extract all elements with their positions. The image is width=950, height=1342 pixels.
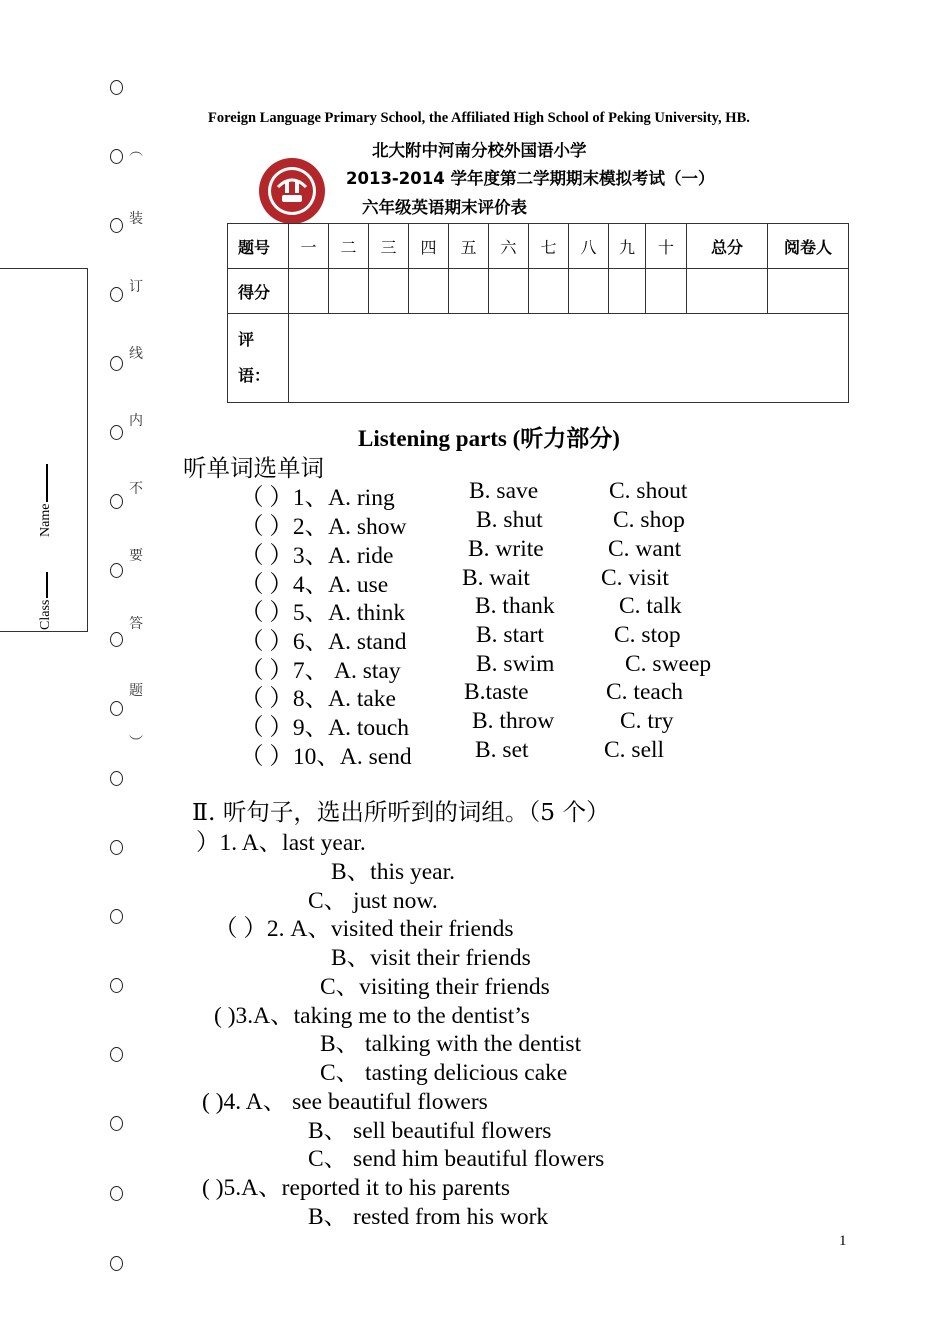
option-line: C、visiting their friends xyxy=(320,974,550,1000)
total-score-cell[interactable] xyxy=(687,269,768,314)
option-line: B、 talking with the dentist xyxy=(320,1031,582,1057)
question-item: （ ）2、A. show xyxy=(240,514,407,540)
binding-circle xyxy=(110,978,123,993)
binding-char: 订 xyxy=(129,279,143,295)
name-blank[interactable] xyxy=(44,464,48,502)
column-header: 五 xyxy=(449,224,489,269)
column-header: 十 xyxy=(646,224,687,269)
grader-cell[interactable] xyxy=(768,269,849,314)
school-name-cn: 北大附中河南分校外国语小学 xyxy=(372,141,587,160)
binding-circle xyxy=(110,287,123,302)
binding-char: 装 xyxy=(129,211,143,227)
part1-heading: 听单词选单词 xyxy=(183,454,324,482)
exam-title: 2013-2014 学年度第二学期期末模拟考试（一） xyxy=(346,169,715,188)
score-cell[interactable] xyxy=(369,269,409,314)
column-header: 九 xyxy=(609,224,646,269)
question-item: （ ）2. A、visited their friends xyxy=(214,916,514,942)
question-item: （ ）7、 A. stay xyxy=(240,658,401,684)
option-b: B. swim xyxy=(476,651,555,677)
binding-circle xyxy=(110,701,123,716)
question-item: （ ）6、A. stand xyxy=(240,629,407,655)
binding-circle xyxy=(110,563,123,578)
score-cell[interactable] xyxy=(646,269,687,314)
option-b: B. thank xyxy=(475,593,555,619)
binding-circle xyxy=(110,1256,123,1271)
score-cell[interactable] xyxy=(289,269,329,314)
score-table xyxy=(227,223,849,403)
score-cell[interactable] xyxy=(409,269,449,314)
option-c: C. shout xyxy=(609,478,688,504)
name-field: Name xyxy=(38,464,54,537)
binding-circle xyxy=(110,632,123,647)
option-b: B.taste xyxy=(464,679,529,705)
binding-circle xyxy=(110,425,123,440)
score-label: 得分 xyxy=(228,269,289,314)
option-c: C. talk xyxy=(619,593,682,619)
form-title: 六年级英语期末评价表 xyxy=(362,198,527,217)
comment-cell[interactable] xyxy=(289,314,849,403)
option-c: C. shop xyxy=(613,507,685,533)
part2-heading: Ⅱ. 听句子，选出所听到的词组。（5 个） xyxy=(192,798,610,826)
score-cell[interactable] xyxy=(609,269,646,314)
option-c: C. teach xyxy=(606,679,683,705)
binding-circle xyxy=(110,1047,123,1062)
option-line: C、 just now. xyxy=(308,888,438,914)
question-item: （ ）8、A. take xyxy=(240,686,396,712)
score-cell[interactable] xyxy=(329,269,369,314)
binding-char: ︵ xyxy=(129,143,143,159)
question-item: ）1. A、last year. xyxy=(196,830,366,856)
school-logo-icon xyxy=(252,157,334,225)
score-cell[interactable] xyxy=(529,269,569,314)
page-number: 1 xyxy=(839,1233,847,1249)
binding-circle xyxy=(110,149,123,164)
option-b: B. save xyxy=(469,478,539,504)
column-header: 四 xyxy=(409,224,449,269)
option-line: B、 sell beautiful flowers xyxy=(308,1118,552,1144)
class-blank[interactable] xyxy=(44,572,48,598)
question-item: （ ）4、A. use xyxy=(240,572,389,598)
option-b: B. throw xyxy=(472,708,555,734)
option-c: C. try xyxy=(620,708,674,734)
column-header: 二 xyxy=(329,224,369,269)
binding-char: 内 xyxy=(129,413,143,429)
option-c: C. want xyxy=(608,536,682,562)
binding-char: 线 xyxy=(129,346,143,362)
question-item: （ ）9、A. touch xyxy=(240,715,410,741)
option-b: B. wait xyxy=(462,565,530,591)
binding-circle xyxy=(110,218,123,233)
option-line: B、this year. xyxy=(331,859,456,885)
option-line: B、 rested from his work xyxy=(308,1204,549,1230)
option-b: B. start xyxy=(476,622,544,648)
option-line: B、visit their friends xyxy=(331,945,531,971)
total-score-header: 总分 xyxy=(687,224,768,269)
score-cell[interactable] xyxy=(569,269,609,314)
column-header: 六 xyxy=(489,224,529,269)
binding-circle xyxy=(110,909,123,924)
question-item: （ ）10、A. send xyxy=(240,744,412,770)
option-b: B. set xyxy=(475,737,529,763)
binding-char: ︶ xyxy=(129,735,143,751)
comment-label: 评 语： xyxy=(228,314,289,403)
grader-header: 阅卷人 xyxy=(768,224,849,269)
binding-circle xyxy=(110,1186,123,1201)
question-item: （ ）3、A. ride xyxy=(240,543,394,569)
binding-circle xyxy=(110,771,123,786)
question-item: （ ）1、A. ring xyxy=(240,485,395,511)
option-c: C. visit xyxy=(601,565,669,591)
binding-circle xyxy=(110,494,123,509)
binding-char: 题 xyxy=(129,683,143,699)
column-header: 八 xyxy=(569,224,609,269)
binding-char: 不 xyxy=(129,481,143,497)
binding-circle xyxy=(110,840,123,855)
option-b: B. write xyxy=(468,536,544,562)
question-item: ( )5.A、reported it to his parents xyxy=(202,1175,511,1201)
option-c: C. sweep xyxy=(625,651,712,677)
column-header: 一 xyxy=(289,224,329,269)
question-number-label: 题号 xyxy=(228,224,289,269)
question-item: ( )3.A、taking me to the dentist’s xyxy=(214,1003,530,1029)
binding-char: 答 xyxy=(129,616,143,632)
option-b: B. shut xyxy=(476,507,543,533)
question-item: （ ）5、A. think xyxy=(240,600,406,626)
class-field: Class xyxy=(38,572,54,630)
option-line: C、 tasting delicious cake xyxy=(320,1060,568,1086)
option-c: C. stop xyxy=(614,622,681,648)
score-cell[interactable] xyxy=(489,269,529,314)
option-line: C、 send him beautiful flowers xyxy=(308,1146,605,1172)
school-name-en: Foreign Language Primary School, the Affiliated High School of Peking University, HB. xyxy=(208,110,750,126)
binding-circle xyxy=(110,356,123,371)
score-cell[interactable] xyxy=(449,269,489,314)
section-title: Listening parts (听力部分) xyxy=(358,426,620,451)
column-header: 七 xyxy=(529,224,569,269)
binding-char: 要 xyxy=(129,548,143,564)
option-c: C. sell xyxy=(604,737,665,763)
binding-circle xyxy=(110,1116,123,1131)
question-item: ( )4. A、 see beautiful flowers xyxy=(202,1089,488,1115)
column-header: 三 xyxy=(369,224,409,269)
binding-circle xyxy=(110,80,123,95)
